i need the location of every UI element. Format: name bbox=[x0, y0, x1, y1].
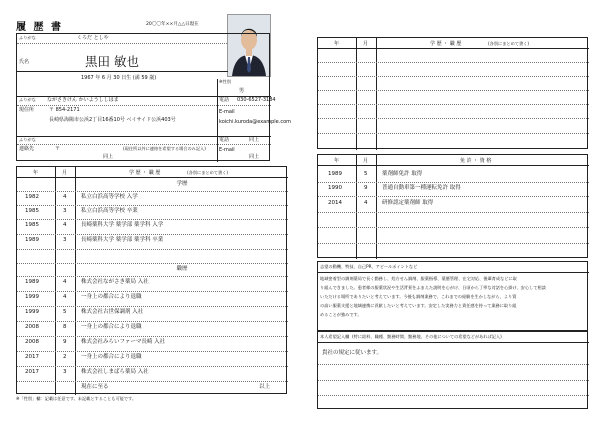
history-month: 8 bbox=[63, 324, 67, 330]
contact-postal: 〒 bbox=[55, 146, 61, 152]
history-desc: 一身上の都合により退職 bbox=[81, 294, 142, 300]
history-month: 4 bbox=[63, 222, 67, 228]
history-header: 学 歴 ・ 職 歴 bbox=[129, 170, 161, 176]
contact-email-value: 同上 bbox=[249, 154, 260, 160]
history-header-note: (各別にまとめて書く) bbox=[488, 41, 529, 46]
history-year: 2017 bbox=[25, 369, 39, 375]
history-month: 2 bbox=[63, 354, 67, 360]
license-year: 1989 bbox=[328, 171, 342, 177]
education-work-history-table bbox=[16, 166, 287, 394]
contact-phone-label: 電話 bbox=[219, 137, 230, 143]
license-month: 4 bbox=[364, 200, 368, 206]
motivation-line-2: り組んできました。患者様の服薬状況や生活背景をふまえた説明を心がけ、日頃から丁寧な対話を心掛け、安心して相談 bbox=[320, 285, 546, 290]
history-year: 1989 bbox=[25, 237, 39, 243]
history-year: 2008 bbox=[25, 339, 39, 345]
history-month: 5 bbox=[63, 309, 67, 315]
history-month: 4 bbox=[63, 294, 67, 300]
license-month-header: 月 bbox=[363, 158, 369, 164]
history-desc: 私立白浜高等学校 卒業 bbox=[81, 208, 138, 214]
address-value: 長崎県海陽市公浜2丁目16番10号 ベイサイド公浜403号 bbox=[49, 117, 176, 123]
address-label: 現住所 bbox=[19, 107, 35, 113]
license-month: 5 bbox=[364, 171, 368, 177]
history-month: 3 bbox=[63, 369, 67, 375]
license-desc: 研修認定薬剤師 取得 bbox=[382, 200, 434, 206]
history-desc: 株式会社みらいファーマ長崎 入社 bbox=[81, 339, 166, 345]
history-year: 2017 bbox=[25, 354, 39, 360]
contact-value: 同上 bbox=[103, 154, 114, 160]
furigana-label: ふりがな bbox=[19, 35, 36, 40]
email-label: E-mail bbox=[219, 109, 235, 115]
contact-note: (現住所以外に連絡を希望する場合のみ記入) bbox=[123, 146, 206, 151]
history-desc: 一身上の都合により退職 bbox=[81, 354, 142, 360]
wishes-heading: 本人希望記入欄 bbox=[320, 334, 350, 339]
phone-label: 電話 bbox=[219, 97, 230, 103]
personal-info-table bbox=[16, 33, 292, 161]
postal-code: 〒 854-2171 bbox=[49, 107, 80, 113]
month-header: 月 bbox=[363, 41, 369, 47]
motivation-box bbox=[317, 261, 588, 331]
email-value: koichi.kuroda@example.com bbox=[219, 119, 292, 125]
history-year: 1985 bbox=[25, 208, 39, 214]
license-header: 免 許 ・ 資 格 bbox=[460, 158, 492, 164]
education-heading: 学歴 bbox=[176, 181, 188, 187]
motivation-line-1: 地域密着型の調剤薬局で長く勤務し、処方せん調剤、服薬指導、薬歴管理、在宅対応、後輩育成などに取 bbox=[320, 276, 517, 281]
license-desc: 薬剤師免許 取得 bbox=[382, 171, 423, 177]
history-month: 3 bbox=[63, 208, 67, 214]
end-note: 以上 bbox=[259, 384, 271, 390]
history-year: 1982 bbox=[25, 194, 39, 200]
history-header-note: (各別にまとめて書く) bbox=[187, 170, 228, 175]
continued-history-table bbox=[317, 37, 588, 149]
license-month: 9 bbox=[364, 185, 368, 191]
history-year: 1999 bbox=[25, 309, 39, 315]
birth-value: 1967 年 6 月 30 日生 (満 59 歳) bbox=[81, 75, 157, 81]
history-desc: 長崎薬科大学 薬学部 薬学科 入学 bbox=[81, 222, 164, 228]
history-desc: 長崎薬科大学 薬学部 薬学科 卒業 bbox=[81, 237, 164, 243]
furigana-value: くろだ としや bbox=[77, 35, 109, 41]
history-desc: 私立白浜高等学校 入学 bbox=[81, 194, 138, 200]
footnote: ※「性別」欄：記載は任意です。未記載とすることも可能です。 bbox=[16, 396, 137, 401]
history-desc: 株式会社古世保調剤 入社 bbox=[81, 309, 144, 315]
history-year: 1989 bbox=[25, 279, 39, 285]
history-year: 2008 bbox=[25, 324, 39, 330]
history-desc: 株式会社ながさき薬局 入社 bbox=[81, 279, 149, 285]
year-header: 年 bbox=[334, 41, 340, 47]
phone-value: 030-6527-3184 bbox=[237, 97, 276, 103]
wishes-box bbox=[317, 331, 588, 409]
contact-email-label: E-mail bbox=[219, 147, 235, 153]
history-month: 3 bbox=[63, 237, 67, 243]
gender-label: ※性別 bbox=[219, 79, 231, 84]
motivation-heading: 志望の動機、特技、自己PR、アピールポイントなど bbox=[320, 264, 418, 269]
wishes-note: (特に給料、職種、勤務時間、勤務地、その他についての希望などがあれば記入) bbox=[352, 334, 502, 339]
contact-label: 連絡先 bbox=[19, 146, 35, 152]
license-year: 2014 bbox=[328, 200, 342, 206]
motivation-line-4: の高い服薬支援と地域連携に貢献したいと考えています。安定した実務力と責任感を持って業務に取り組 bbox=[320, 303, 517, 308]
name-value: 黒田 敏也 bbox=[85, 54, 139, 69]
year-header: 年 bbox=[33, 170, 39, 176]
current-note: 現在に至る bbox=[81, 384, 109, 390]
history-year: 1999 bbox=[25, 294, 39, 300]
motivation-line-5: めることが強みです。 bbox=[320, 312, 362, 317]
resume-right-page bbox=[317, 8, 599, 408]
history-year: 1985 bbox=[25, 222, 39, 228]
history-header: 学 歴 ・ 職 歴 bbox=[430, 41, 462, 47]
history-desc: 一身上の都合により退職 bbox=[81, 324, 142, 330]
resume-title: 履 歴 書 bbox=[16, 22, 63, 33]
address-furigana-value: ながさきけん かいようししはま bbox=[47, 97, 119, 103]
name-label: 氏名 bbox=[19, 59, 30, 65]
month-header: 月 bbox=[62, 170, 68, 176]
wishes-value: 貴社の規定に従います。 bbox=[322, 350, 383, 356]
contact-phone-value: 同上 bbox=[249, 137, 260, 143]
license-year: 1990 bbox=[328, 185, 342, 191]
work-heading: 職歴 bbox=[176, 266, 188, 272]
history-month: 9 bbox=[63, 339, 67, 345]
licenses-table bbox=[317, 154, 588, 258]
history-month: 4 bbox=[63, 279, 67, 285]
history-month: 4 bbox=[63, 194, 67, 200]
address-furigana-label: ふりがな bbox=[19, 97, 36, 102]
history-desc: 株式会社しまばら薬局 入社 bbox=[81, 369, 149, 375]
resume-left-page bbox=[14, 8, 296, 408]
license-desc: 普通自動車第一種運転免許 取得 bbox=[382, 185, 461, 191]
date-note: 20〇〇年××月△△日現在 bbox=[146, 22, 199, 27]
contact-furigana-label: ふりがな bbox=[19, 137, 36, 142]
motivation-line-3: いただける場所でありたいと考えています。今後も調剤業務で、これまでの経験を生かしながら、より質 bbox=[320, 294, 517, 299]
gender-value: 男 bbox=[239, 88, 245, 94]
license-year-header: 年 bbox=[334, 158, 340, 164]
